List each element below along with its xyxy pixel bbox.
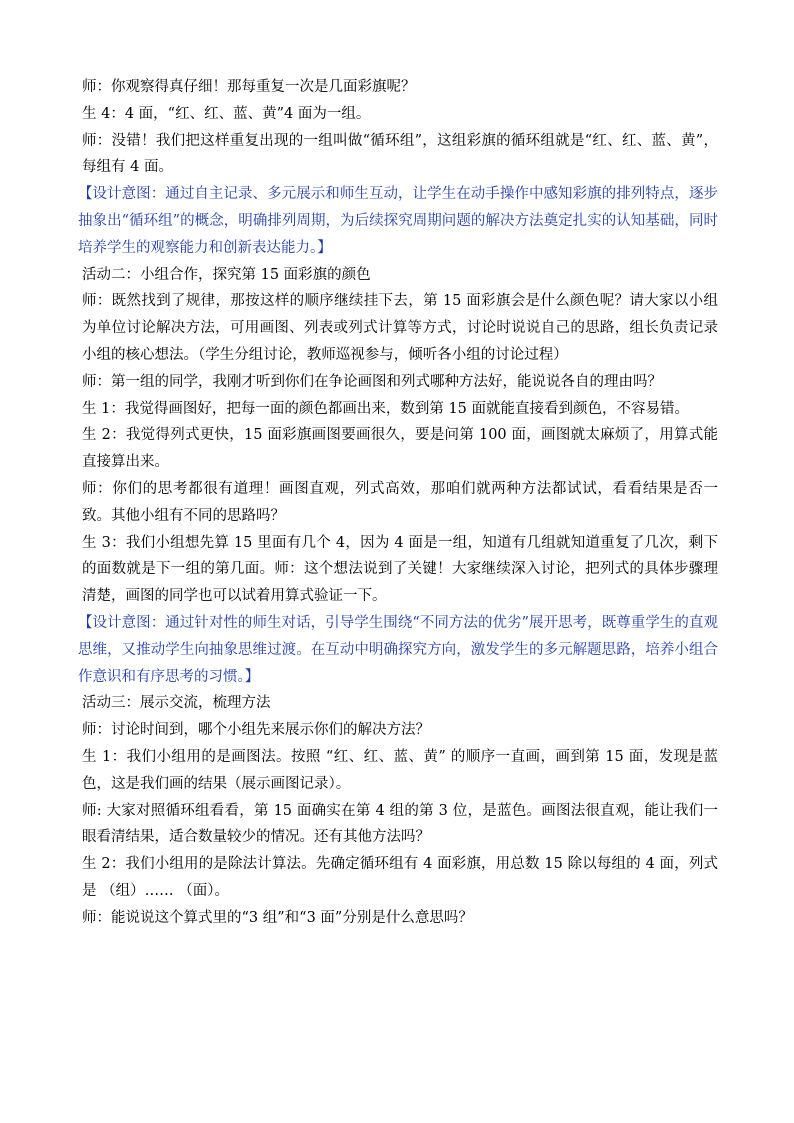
- paragraph-teacher-compare: 师: 大家对照循环组看看，第 15 面确实在第 4 组的第 3 位，是蓝色。画图法很直观，能让我们一眼看清结果，适合数量较少的情况。还有其他方法吗？: [82, 802, 718, 846]
- paragraph-design-intent-2: 【设计意图：通过针对性的师生对话，引导学生围绕“不同方法的优劣”展开思考，既尊重学生的直观思维，又推动学生向抽象思维过渡。在互动中明确探究方向，激发学生的多元解题思路，培养小组合作意识和有序思考的习惯。】: [78, 614, 718, 685]
- paragraph-teacher-prompt: 师：既然找到了规律，那按这样的顺序继续挂下去，第 15 面彩旗会是什么颜色呢？请大家以小组为单位讨论解决方法，可用画图、列表或列式计算等方式，讨论时说说自己的思路，组长负责记录小组的核心想法。（学生分组讨论，教师巡视参与，倾听各小组的讨论过程）: [82, 293, 718, 363]
- paragraph-activity-2-heading: 活动二：小组合作，探究第 15 面彩旗的颜色: [82, 266, 371, 283]
- paragraph-teacher-meaning: 师：能说说这个算式里的“3 组”和“3 面”分别是什么意思吗？: [82, 909, 473, 926]
- paragraph-student3-idea: 生 3：我们小组想先算 15 里面有几个 4，因为 4 面是一组，知道有几组就知道重复了几次，剩下的面数就是下一组的第几面。师：这个想法说到了关键！大家继续深入讨论，把列式的具体步骤理清楚，画图的同学也可以试着用算式验证一下。: [82, 534, 718, 605]
- paragraph-student1-drawing: 生 1：我觉得画图好，把每一面的颜色都画出来，数到第 15 面就能直接看到颜色，不容易错。: [82, 400, 689, 417]
- paragraph-teacher-cycle-group: 师：没错！我们把这样重复出现的一组叫做“循环组”，这组彩旗的循环组就是“红、红、蓝、黄”，每组有 4 面。: [82, 132, 718, 176]
- paragraph-teacher-group1: 师：第一组的同学，我刚才听到你们在争论画图和列式哪种方法好，能说说各自的理由吗？: [82, 373, 662, 390]
- paragraph-teacher-time-up: 师：讨论时间到，哪个小组先来展示你们的解决方法？: [82, 722, 430, 739]
- paragraph-student2-division: 生 2：我们小组用的是除法计算法。先确定循环组有 4 面彩旗，用总数 15 除以每组的 4 面，列式是 （组）…… （面）。: [82, 856, 718, 899]
- paragraph-student2-formula: 生 2：我觉得列式更快，15 面彩旗画图要画很久，要是问第 100 面，画图就太麻烦了，用算式能直接算出来。: [82, 427, 718, 471]
- paragraph-activity-3-heading: 活动三：展示交流，梳理方法: [82, 695, 271, 712]
- paragraph-teacher-question: 师：你观察得真仔细！那每重复一次是几面彩旗呢？: [82, 79, 416, 95]
- paragraph-student4-answer: 生 4：4 面，“红、红、蓝、黄”4 面为一组。: [82, 105, 371, 122]
- paragraph-teacher-both-methods: 师：你们的思考都很有道理！画图直观，列式高效，那咱们就两种方法都试试，看看结果是否一致。其他小组有不同的思路吗？: [82, 480, 718, 524]
- paragraph-design-intent-1: 【设计意图：通过自主记录、多元展示和师生互动，让学生在动手操作中感知彩旗的排列特点，逐步抽象出“循环组”的概念，明确排列周期，为后续探究周期问题的解决方法奠定扎实的认知基础，同时培养学生的观察能力和创新表达能力。】: [78, 186, 718, 256]
- document-body: [78, 74, 718, 932]
- paragraph-student1-drawing-method: 生 1：我们小组用的是画图法。按照 “红、红、蓝、黄” 的顺序一直画，画到第 15 面，发现是蓝色，这是我们画的结果（展示画图记录）。: [82, 748, 718, 792]
